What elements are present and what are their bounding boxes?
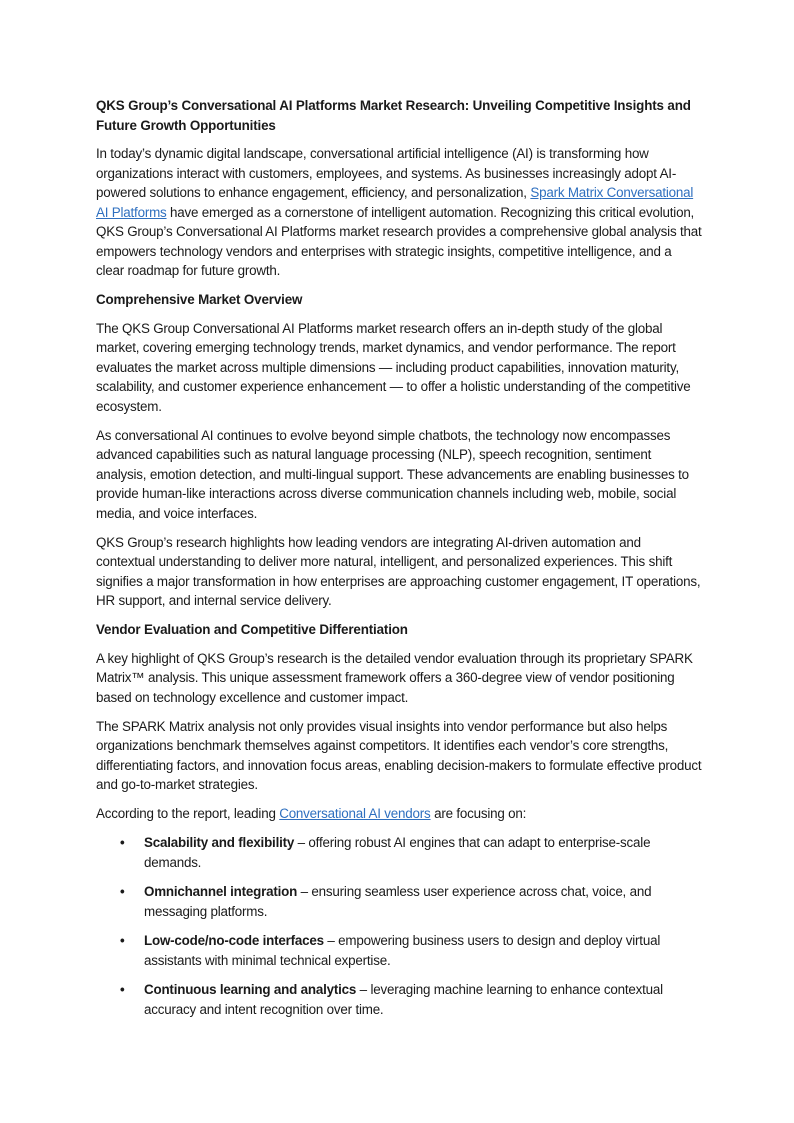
list-item-text: – ensuring seamless user experience across chat, voice, and messaging platforms. — [144, 884, 652, 919]
list-item-text: – offering robust AI engines that can adapt to enterprise-scale demands. — [144, 835, 651, 870]
spark-matrix-link[interactable]: Spark Matrix Conversational AI Platforms — [96, 185, 694, 220]
bullet-icon: • — [120, 884, 125, 899]
market-overview-paragraph-3: QKS Group’s research highlights how leading vendors are integrating AI-driven automation and contextual understanding to deliver more natural, intelligent, and personalized experiences. This shift signifies a major transformation in how enterprises are approaching customer engagement, IT operations, HR support, and internal service delivery. — [96, 534, 701, 608]
vendor-lead-in-paragraph — [96, 804, 702, 824]
list-item — [96, 980, 702, 1019]
lead-in-text-before-link: According to the report, leading — [96, 806, 280, 821]
vendor-evaluation-paragraph-2: The SPARK Matrix analysis not only provides visual insights into vendor performance but also helps organizations benchmark themselves against competitors. It identifies each vendor’s core strengths, differentiating factors, and innovation focus areas, enabling decision-makers to formulate effective product and go-to-market strategies. — [96, 718, 702, 792]
section-heading-vendor-evaluation: Vendor Evaluation and Competitive Differentiation — [96, 622, 408, 637]
vendor-focus-list — [96, 833, 702, 1019]
bullet-icon: • — [120, 835, 125, 850]
document-page — [96, 96, 702, 1029]
market-overview-paragraph-2: As conversational AI continues to evolve beyond simple chatbots, the technology now encompasses advanced capabilities such as natural language processing (NLP), speech recognition, sentiment analysis, emotion detection, and multi-lingual support. These advancements are enabling businesses to provide human-like interactions across diverse communication channels including web, mobile, social media, and voice interfaces. — [96, 427, 689, 521]
list-item-term: Continuous learning and analytics — [144, 982, 357, 997]
section-heading-market-overview: Comprehensive Market Overview — [96, 292, 303, 307]
intro-text-after-link: have emerged as a cornerstone of intelligent automation. Recognizing this critical evolution, QKS Group’s Conversational AI Platforms market research provides a comprehensive global analysis that empowers technology vendors and enterprises with strategic insights, competitive intelligence, and a clear roadmap for future growth. — [96, 204, 702, 278]
list-item-text: – empowering business users to design and deploy virtual assistants with minimal technical expertise. — [144, 933, 661, 968]
intro-paragraph — [96, 144, 702, 281]
list-item-text: – leveraging machine learning to enhance contextual accuracy and intent recognition over time. — [144, 982, 663, 1017]
list-item-term: Omnichannel integration — [144, 884, 298, 899]
document-title: QKS Group’s Conversational AI Platforms Market Research: Unveiling Competitive Insights and Future Growth Opportunities — [96, 98, 691, 133]
vendor-evaluation-paragraph-1: A key highlight of QKS Group’s research is the detailed vendor evaluation through its proprietary SPARK Matrix™ analysis. This unique assessment framework offers a 360-degree view of vendor positioning based on technology excellence and customer impact. — [96, 650, 693, 705]
lead-in-text-after-link: are focusing on: — [430, 806, 527, 821]
intro-text-before-link: In today’s dynamic digital landscape, conversational artificial intelligence (AI) is transforming how organizations interact with customers, employees, and systems. As businesses increasingly adopt AI-powered solutions to enhance engagement, efficiency, and personalization, — [96, 146, 677, 200]
market-overview-paragraph-1: The QKS Group Conversational AI Platforms market research offers an in-depth study of the global market, covering emerging technology trends, market dynamics, and vendor performance. The report evaluates the market across multiple dimensions — including product capabilities, innovation maturity, scalability, and customer experience enhancement — to offer a holistic understanding of the competitive ecosystem. — [96, 320, 691, 414]
list-item — [96, 931, 702, 970]
list-item — [96, 833, 702, 872]
list-item — [96, 882, 702, 921]
bullet-icon: • — [120, 982, 125, 997]
conversational-ai-vendors-link[interactable]: Conversational AI vendors — [279, 806, 431, 821]
list-item-term: Low-code/no-code interfaces — [144, 933, 324, 948]
bullet-icon: • — [120, 933, 125, 948]
list-item-term: Scalability and flexibility — [144, 835, 295, 850]
